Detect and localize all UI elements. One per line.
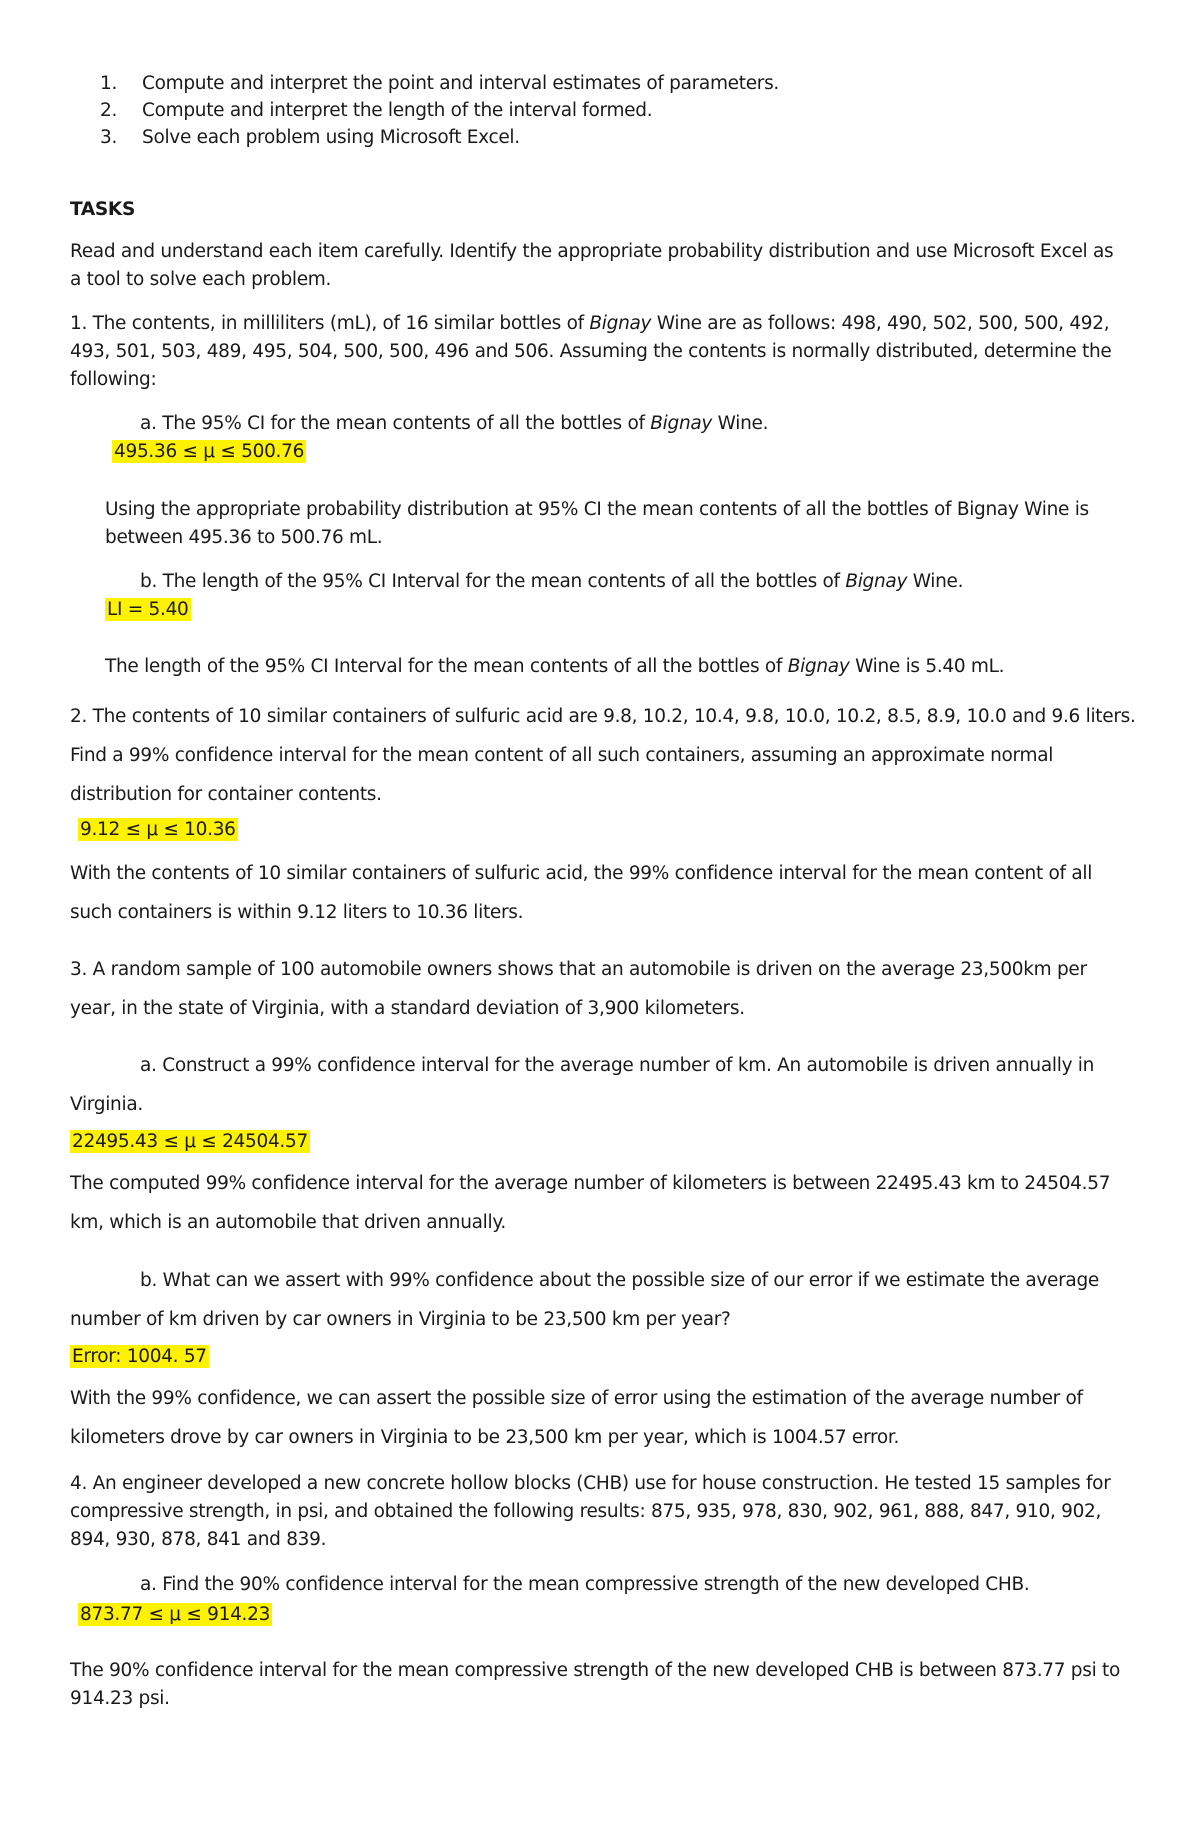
problem-3-stem: 3. A random sample of 100 automobile owners shows that an automobile is driven on the average 23,500km per year, in the state of Virginia, with a standard deviation of 3,900 kilometers.: [70, 959, 1087, 1019]
problem-1a-answer: 495.36 ≤ μ ≤ 500.76: [114, 441, 305, 462]
problem-3a-question: a. Construct a 99% confidence interval for the average number of km. An automobile is driven annually in Virginia.: [70, 1055, 1095, 1115]
problem-1b-explanation: The length of the 95% CI Interval for the mean contents of all the bottles of Bignay Wine is 5.40 mL.: [105, 656, 1005, 677]
problem-1a-question: a. The 95% CI for the mean contents of all the bottles of Bignay Wine.: [140, 413, 769, 434]
problem-3b-question: b. What can we assert with 99% confidence about the possible size of our error if we estimate the average number of km driven by car owners in Virginia to be 23,500 km per year?: [70, 1270, 1099, 1330]
problem-1-stem: 1. The contents, in milliliters (mL), of 16 similar bottles of Bignay Wine are as follows: 498, 490, 502, 500, 500, 492, 493, 501, 503, 489, 495, 504, 500, 500, 496 and 506. Assuming the contents is normally distributed, determine the following:: [70, 313, 1112, 390]
objective-item: 1. Compute and interpret the point and interval estimates of parameters.: [100, 73, 780, 94]
problem-4-stem: 4. An engineer developed a new concrete hollow blocks (CHB) use for house construction. He tested 15 samples for compressive strength, in psi, and obtained the following results: 875, 935, 978, 830, 902, 961, 888, 847, 910, 902, 894, 930, 878, 841 and 839.: [70, 1473, 1111, 1550]
tasks-heading: TASKS: [70, 199, 135, 220]
problem-2-explanation: With the contents of 10 similar containers of sulfuric acid, the 99% confidence interval for the mean content of all such containers is within 9.12 liters to 10.36 liters.: [70, 863, 1093, 923]
intro-paragraph: Read and understand each item carefully. Identify the appropriate probability distribution and use Microsoft Excel as a tool to solve each problem.: [70, 241, 1114, 290]
problem-4a-explanation: The 90% confidence interval for the mean compressive strength of the new developed CHB is between 873.77 psi to 914.23 psi.: [70, 1660, 1120, 1709]
objective-item: 3. Solve each problem using Microsoft Excel.: [100, 127, 520, 148]
objectives-list: [100, 70, 1170, 151]
problem-1b-question: b. The length of the 95% CI Interval for the mean contents of all the bottles of Bignay Wine.: [140, 571, 964, 592]
problem-3a-answer: 22495.43 ≤ μ ≤ 24504.57: [72, 1131, 308, 1152]
problem-1b-answer: LI = 5.40: [107, 599, 189, 620]
problem-4a-answer: 873.77 ≤ μ ≤ 914.23: [80, 1604, 271, 1625]
problem-3b-answer: Error: 1004. 57: [72, 1346, 207, 1367]
problem-3b-explanation: With the 99% confidence, we can assert the possible size of error using the estimation of the average number of kilometers drove by car owners in Virginia to be 23,500 km per year, which is 1004.57 error.: [70, 1388, 1083, 1448]
objective-item: 2. Compute and interpret the length of the interval formed.: [100, 100, 653, 121]
problem-1a-explanation: Using the appropriate probability distribution at 95% CI the mean contents of all the bottles of Bignay Wine is between 495.36 to 500.76 mL.: [105, 499, 1089, 548]
problem-2-answer: 9.12 ≤ μ ≤ 10.36: [80, 819, 236, 840]
problem-4a-question: a. Find the 90% confidence interval for the mean compressive strength of the new developed CHB.: [140, 1574, 1030, 1595]
problem-3a-explanation: The computed 99% confidence interval for the average number of kilometers is between 22495.43 km to 24504.57 km, which is an automobile that driven annually.: [70, 1173, 1111, 1233]
problem-2-stem: 2. The contents of 10 similar containers of sulfuric acid are 9.8, 10.2, 10.4, 9.8, 10.0, 10.2, 8.5, 8.9, 10.0 and 9.6 liters. Find a 99% confidence interval for the mean content of all such containers, assuming an approximate normal distribution for container contents.: [70, 706, 1136, 805]
